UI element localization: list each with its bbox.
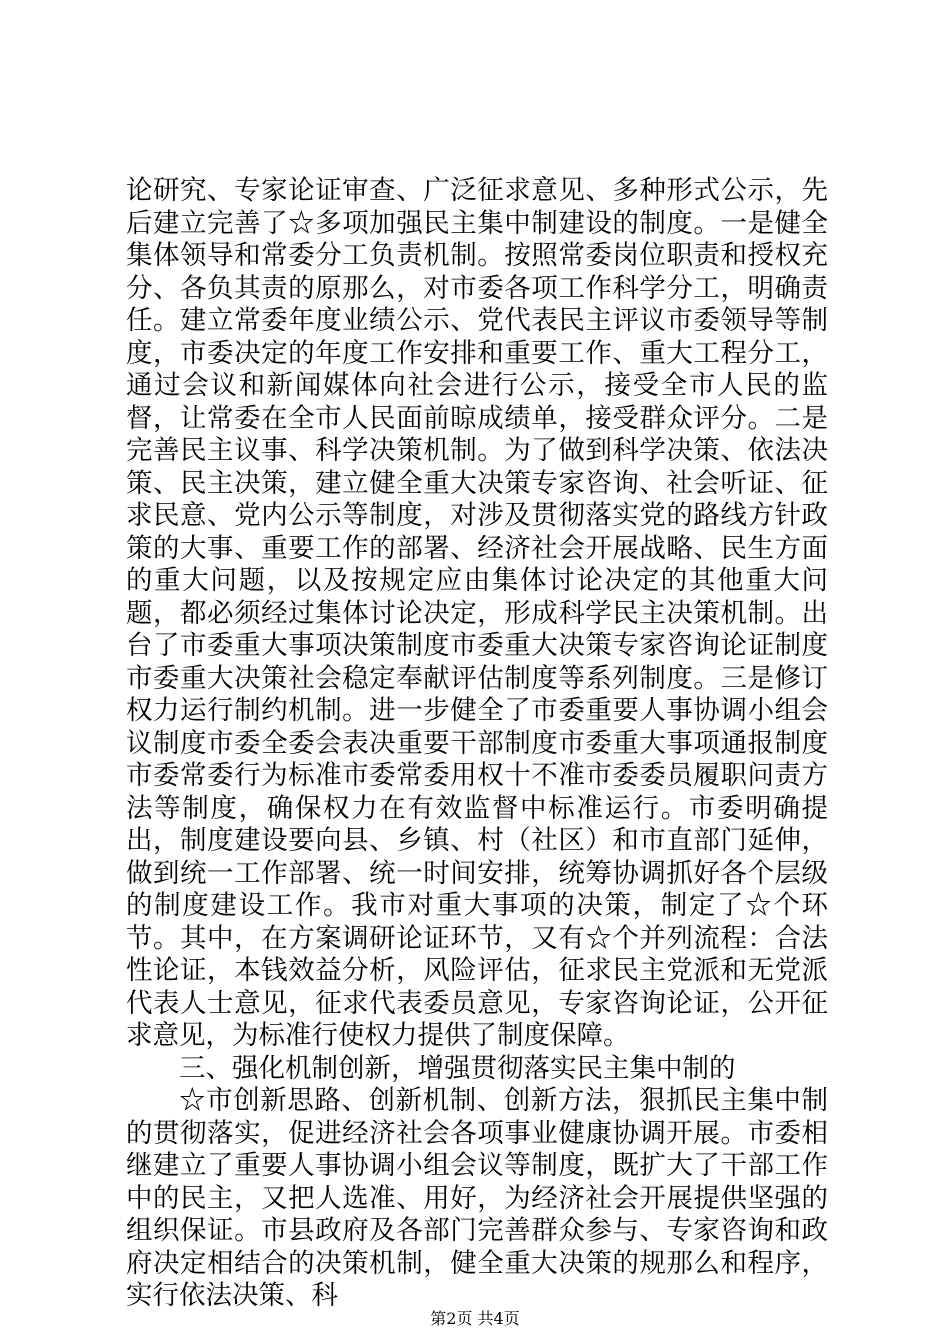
- section-heading: 三、强化机制创新，增强贯彻落实民主集中制的: [179, 1052, 736, 1084]
- page-number-footer: 第2页 共4页: [430, 1309, 520, 1328]
- paragraph-2: ☆市创新思路、创新机制、创新方法，狠抓民主集中制的贯彻落实，促进经济社会各项事业健康协调开展。市委相继建立了重要人事协调小组会议等制度，既扩大了干部工作中的民主，又把人选准、用好，为经济社会开展提供坚强的组织保证。市县政府及各部门完善群众参与、专家咨询和政府决定相结合的决策机制，健全重大决策的规那么和程序，实行依法决策、科: [126, 1085, 828, 1311]
- paragraph-1: 论研究、专家论证审查、广泛征求意见、多种形式公示，先后建立完善了☆多项加强民主集中制建设的制度。一是健全集体领导和常委分工负责机制。按照常委岗位职责和授权充分、各负其责的原那么，对市委各项工作科学分工，明确责任。建立常委年度业绩公示、党代表民主评议市委领导等制度，市委决定的年度工作安排和重要工作、重大工程分工，通过会议和新闻媒体向社会进行公示，接受全市人民的监督，让常委在全市人民面前晾成绩单，接受群众评分。二是完善民主议事、科学决策机制。为了做到科学决策、依法决策、民主决策，建立健全重大决策专家咨询、社会听证、征求民意、党内公示等制度，对涉及贯彻落实党的路线方针政策的大事、重要工作的部署、经济社会开展战略、民生方面的重大问题，以及按规定应由集体讨论决定的其他重大问题，都必须经过集体讨论决定，形成科学民主决策机制。出台了市委重大事项决策制度市委重大决策专家咨询论证制度市委重大决策社会稳定奉献评估制度等系列制度。三是修订权力运行制约机制。进一步健全了市委重要人事协调小组会议制度市委全委会表决重要干部制度市委重大事项通报制度市委常委行为标准市委常委用权十不准市委委员履职问责方法等制度，确保权力在有效监督中标准运行。市委明确提出，制度建设要向县、乡镇、村（社区）和市直部门延伸，做到统一工作部署、统一时间安排，统筹协调抓好各个层级的制度建设工作。我市对重大事项的决策，制定了☆个环节。其中，在方案调研论证环节，又有☆个并列流程：合法性论证，本钱效益分析，风险评估，征求民主党派和无党派代表人士意见，征求代表委员意见，专家咨询论证，公开征求意见，为标准行使权力提供了制度保障。: [126, 175, 828, 1051]
- document-body: [126, 175, 828, 1313]
